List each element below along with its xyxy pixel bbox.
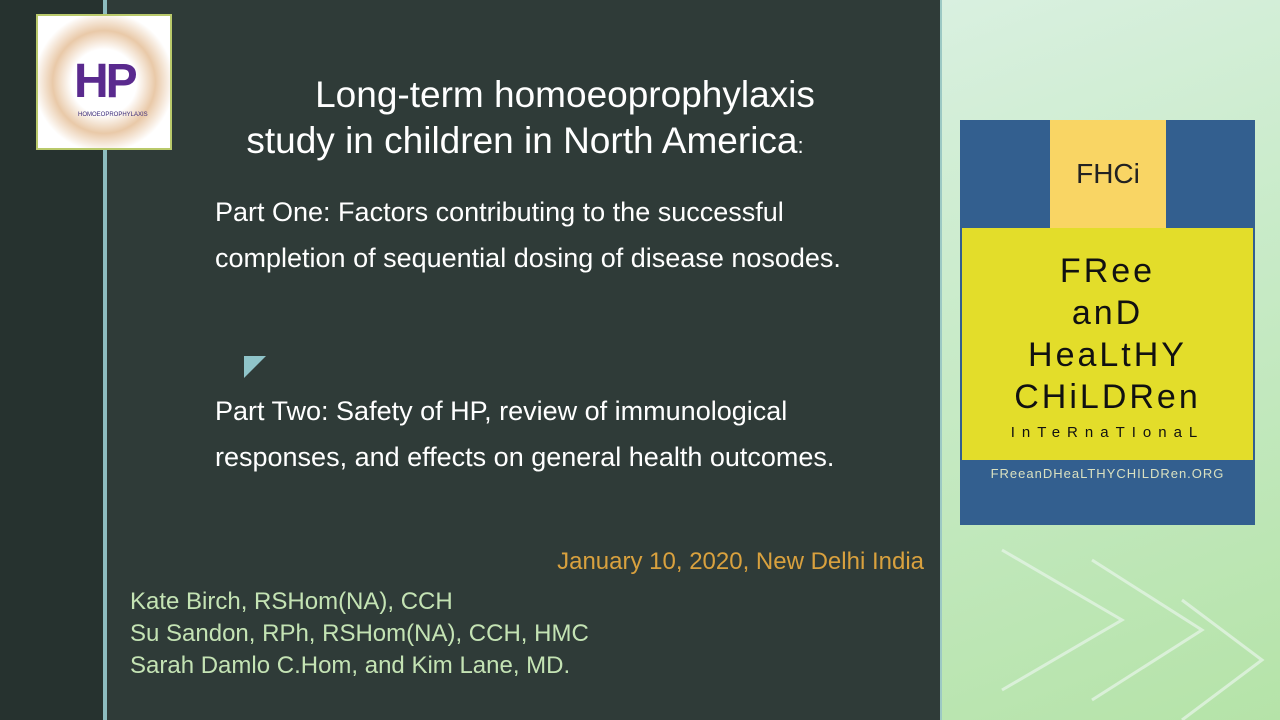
fhci-line: anD [1071, 294, 1144, 332]
fhci-abbr: FHCi [1050, 120, 1166, 228]
part-one-text: Part One: Factors contributing to the successful completion of sequential dosing of disease nosodes. [215, 197, 841, 273]
slide-title [180, 72, 870, 169]
fhci-line: CHiLDRen [1014, 378, 1201, 416]
author-line: Su Sandon, RPh, RSHom(NA), CCH, HMC [130, 620, 589, 647]
fhci-line: HeaLtHY [1028, 336, 1187, 374]
presentation-date: January 10, 2020, New Delhi India [557, 548, 924, 575]
title-colon: : [797, 133, 804, 158]
triangle-bullet-icon [244, 356, 266, 378]
fhci-logo [960, 120, 1255, 525]
fhci-international: InTeRnaTIonaL [1010, 424, 1205, 441]
title-line-1: Long-term homoeoprophylaxis [315, 74, 815, 115]
fhci-line: FRee [1059, 252, 1156, 290]
logo-subtext: HOMOEOPROPHYLAXIS [78, 112, 148, 118]
author-line: Sarah Damlo C.Hom, and Kim Lane, MD. [130, 652, 571, 679]
logo-text: HP [74, 55, 135, 108]
hp-logo [36, 14, 172, 150]
authors [130, 586, 589, 682]
fhci-url: FReeanDHeaLTHYCHILDRen.ORG [990, 466, 1225, 481]
title-line-2: study in children in North America [246, 120, 798, 161]
part-two-text: Part Two: Safety of HP, review of immunological responses, and effects on general health outcomes. [215, 396, 835, 472]
fhci-name [962, 228, 1253, 460]
author-line: Kate Birch, RSHom(NA), CCH [130, 588, 453, 615]
